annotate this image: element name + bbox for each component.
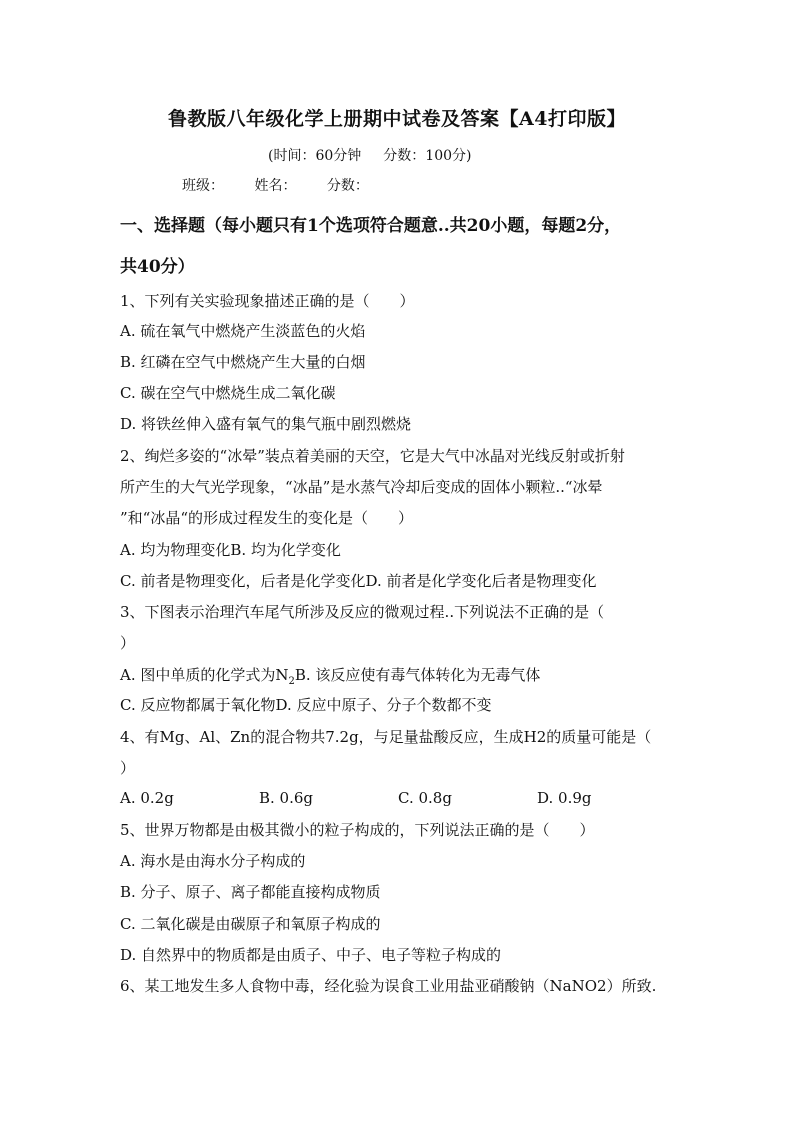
question-4-stem-line1: 4、有Mg、Al、Zn的混合物共7.2g，与足量盐酸反应，生成H2的质量可能是（ <box>120 728 652 746</box>
name-label: 姓名： <box>254 178 297 194</box>
student-info <box>182 175 395 195</box>
question-2-stem-line1: 2、绚烂多姿的“冰晕”装点着美丽的天空，它是大气中冰晶对光线反射或折射 <box>120 447 625 465</box>
question-5-option-b: B. 分子、原子、离子都能直接构成物质 <box>120 883 381 901</box>
question-1-option-b: B. 红磷在空气中燃烧产生大量的白烟 <box>120 353 366 371</box>
question-3-stem-line1: 3、下图表示治理汽车尾气所涉及反应的微观过程..下列说法不正确的是（ <box>120 603 605 621</box>
section-heading-line2: 共40分） <box>120 257 195 277</box>
question-3-options-ab <box>120 664 540 687</box>
question-4-option-d: D. 0.9g <box>537 789 592 807</box>
section-heading-line1: 一、选择题（每小题只有1个选项符合题意..共20小题，每题2分， <box>120 216 622 236</box>
question-4-options <box>120 789 592 807</box>
class-label: 班级： <box>182 178 224 194</box>
question-1-stem: 1、下列有关实验现象描述正确的是（ ） <box>120 292 415 310</box>
question-2-options-cd: C. 前者是物理变化，后者是化学变化D. 前者是化学变化后者是物理变化 <box>120 572 597 590</box>
question-2-options-ab: A. 均为物理变化B. 均为化学变化 <box>120 541 341 559</box>
time-limit: (时间：60分钟 <box>268 148 362 164</box>
question-6-stem: 6、某工地发生多人食物中毒，经化验为误食工业用盐亚硝酸钠（NaNO2）所致. <box>120 977 657 995</box>
question-3-option-b: B. 该反应使有毒气体转化为无毒气体 <box>294 666 541 684</box>
total-score: 分数：100分) <box>383 148 472 164</box>
question-1-option-d: D. 将铁丝伸入盛有氧气的集气瓶中剧烈燃烧 <box>120 415 412 433</box>
question-4-option-c: C. 0.8g <box>398 789 452 807</box>
exam-meta <box>268 145 471 165</box>
subscript-2: 2 <box>288 676 295 687</box>
question-2-stem-line3: ”和“冰晶“的形成过程发生的变化是（ ） <box>120 509 414 527</box>
question-4-option-a: A. 0.2g <box>120 789 174 807</box>
question-4-option-b: B. 0.6g <box>259 789 314 807</box>
question-1-option-a: A. 硫在氧气中燃烧产生淡蓝色的火焰 <box>120 322 366 340</box>
question-1-option-c: C. 碳在空气中燃烧生成二氧化碳 <box>120 384 336 402</box>
question-3-option-a: A. 图中单质的化学式为N <box>120 666 289 684</box>
question-2-stem-line2: 所产生的大气光学现象，“冰晶”是水蒸气冷却后变成的固体小颗粒..“冰晕 <box>120 478 603 496</box>
score-label: 分数： <box>326 178 369 194</box>
question-5-option-c: C. 二氧化碳是由碳原子和氧原子构成的 <box>120 915 381 933</box>
question-4-stem-line2: ） <box>120 759 136 777</box>
question-5-option-d: D. 自然界中的物质都是由质子、中子、电子等粒子构成的 <box>120 946 502 964</box>
question-3-options-cd: C. 反应物都属于氧化物D. 反应中原子、分子个数都不变 <box>120 696 492 714</box>
question-3-stem-line2: ） <box>120 634 136 652</box>
page-title: 鲁教版八年级化学上册期中试卷及答案【A4打印版】 <box>168 108 626 130</box>
question-5-stem: 5、世界万物都是由极其微小的粒子构成的，下列说法正确的是（ ） <box>120 821 595 839</box>
question-5-option-a: A. 海水是由海水分子构成的 <box>120 852 306 870</box>
